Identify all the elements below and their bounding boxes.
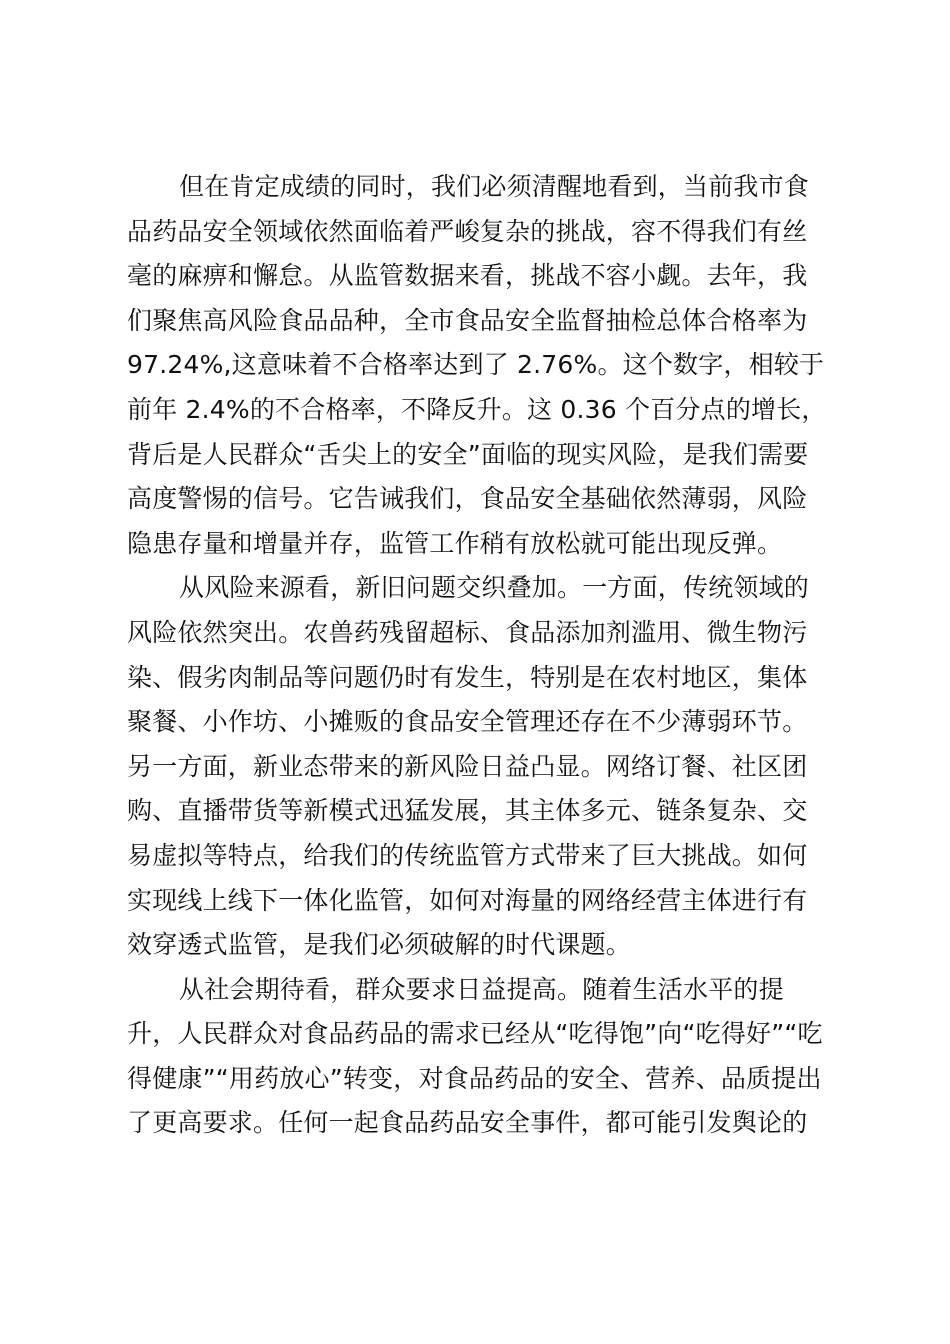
text-line: 97.24%,这意味着不合格率达到了 2.76%。这个数字，相较于: [127, 350, 825, 380]
paragraph-1: [127, 165, 847, 566]
text-line: 风险依然突出。农兽药残留超标、食品添加剂滥用、微生物污: [127, 617, 808, 647]
text-line: 了更高要求。任何一起食品药品安全事件，都可能引发舆论的: [127, 1108, 808, 1138]
text-line: 染、假劣肉制品等问题仍时有发生，特别是在农村地区，集体: [127, 662, 808, 692]
text-line: 高度警惕的信号。它告诫我们，食品安全基础依然薄弱，风险: [127, 484, 808, 514]
text-line: 升，人民群众对食品药品的需求已经从“吃得饱”向“吃得好”“吃: [127, 1019, 823, 1049]
text-line: 但在肯定成绩的同时，我们必须清醒地看到，当前我市食: [179, 172, 810, 201]
text-line: 前年 2.4%的不合格率，不降反升。这 0.36 个百分点的增长，: [127, 394, 827, 424]
paragraph-2: [127, 566, 847, 967]
text-line: 品药品安全领域依然面临着严峻复杂的挑战，容不得我们有丝: [127, 216, 808, 246]
text-line: 另一方面，新业态带来的新风险日益凸显。网络订餐、社区团: [127, 751, 808, 781]
text-line: 聚餐、小作坊、小摊贩的食品安全管理还存在不少薄弱环节。: [127, 707, 808, 737]
text-line: 从风险来源看，新旧问题交织叠加。一方面，传统领域的: [179, 573, 810, 603]
text-line: 购、直播带货等新模式迅猛发展，其主体多元、链条复杂、交: [127, 796, 808, 826]
body-text: [127, 165, 847, 1146]
text-line: 背后是人民群众“舌尖上的安全”面临的现实风险，是我们需要: [127, 439, 809, 469]
text-line: 效穿透式监管，是我们必须破解的时代课题。: [127, 930, 632, 960]
text-line: 易虚拟等特点，给我们的传统监管方式带来了巨大挑战。如何: [127, 840, 808, 870]
text-line: 从社会期待看，群众要求日益提高。随着生活水平的提: [179, 974, 784, 1004]
text-line: 实现线上线下一体化监管，如何对海量的网络经营主体进行有: [127, 885, 808, 915]
text-line: 们聚焦高风险食品品种，全市食品安全监督抽检总体合格率为: [127, 305, 808, 335]
text-line: 得健康”“用药放心”转变，对食品药品的安全、营养、品质提出: [127, 1063, 822, 1093]
text-line: 隐患存量和增量并存，监管工作稍有放松就可能出现反弹。: [127, 528, 783, 558]
text-line: 毫的麻痹和懈怠。从监管数据来看，挑战不容小觑。去年，我: [127, 261, 808, 291]
paragraph-3: [127, 968, 847, 1146]
